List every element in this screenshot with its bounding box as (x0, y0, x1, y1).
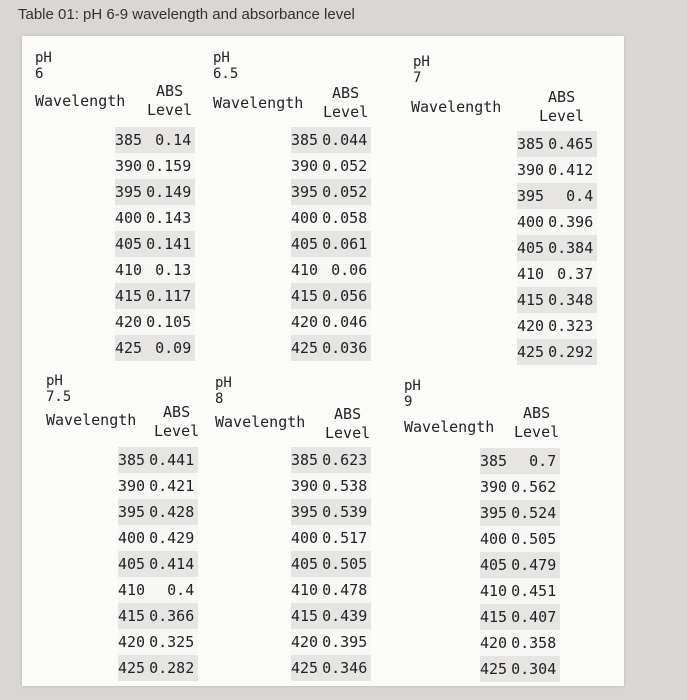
panel-label: pH 6.5 (213, 50, 239, 82)
data-table (480, 448, 560, 682)
wavelength-cell: 420 (115, 309, 146, 335)
abs-level-cell: 0.429 (149, 525, 198, 551)
abs-level-cell: 0.044 (322, 127, 371, 153)
wavelength-cell: 400 (517, 209, 548, 235)
table-title: Table 01: pH 6-9 wavelength and absorbance level (18, 6, 355, 23)
table-row (517, 183, 597, 209)
abs-level-cell: 0.13 (146, 257, 195, 283)
wavelength-cell: 385 (118, 447, 149, 473)
table-row (517, 157, 597, 183)
panel-label: pH 7 (413, 54, 430, 86)
table-row (480, 552, 560, 578)
abs-level-cell: 0.414 (149, 551, 198, 577)
wavelength-cell: 395 (291, 499, 322, 525)
wavelength-cell: 425 (480, 656, 511, 682)
abs-level-cell: 0.517 (322, 525, 371, 551)
table-row (291, 447, 371, 473)
abs-level-cell: 0.149 (146, 179, 195, 205)
wavelength-cell: 410 (480, 578, 511, 604)
abs-level-cell: 0.428 (149, 499, 198, 525)
abs-level-cell: 0.141 (146, 231, 195, 257)
table-row (115, 153, 195, 179)
table-row (115, 283, 195, 309)
table-row (291, 629, 371, 655)
table-row (118, 551, 198, 577)
abs-level-cell: 0.061 (322, 231, 371, 257)
table-row (118, 499, 198, 525)
wavelength-header: Wavelength (213, 94, 304, 112)
table-row (291, 499, 371, 525)
abs-level-cell: 0.304 (511, 656, 560, 682)
wavelength-cell: 425 (517, 339, 548, 365)
wavelength-cell: 400 (291, 205, 322, 231)
table-row (480, 448, 560, 474)
wavelength-cell: 400 (480, 526, 511, 552)
abs-level-header: ABS Level (325, 405, 371, 442)
table-row (517, 313, 597, 339)
data-table (291, 127, 371, 361)
wavelength-cell: 400 (118, 525, 149, 551)
wavelength-cell: 395 (115, 179, 146, 205)
table-row (480, 500, 560, 526)
abs-level-cell: 0.439 (322, 603, 371, 629)
abs-level-cell: 0.06 (322, 257, 371, 283)
abs-level-cell: 0.441 (149, 447, 198, 473)
table-row (517, 339, 597, 365)
table-row (118, 525, 198, 551)
abs-level-cell: 0.479 (511, 552, 560, 578)
panel-label: pH 8 (215, 375, 232, 407)
wavelength-cell: 390 (115, 153, 146, 179)
abs-level-cell: 0.623 (322, 447, 371, 473)
wavelength-cell: 385 (517, 131, 548, 157)
wavelength-cell: 425 (118, 655, 149, 681)
abs-level-cell: 0.7 (511, 448, 560, 474)
table-row (118, 629, 198, 655)
wavelength-cell: 420 (118, 629, 149, 655)
abs-level-header: ABS Level (154, 403, 200, 440)
abs-level-cell: 0.562 (511, 474, 560, 500)
wavelength-cell: 390 (517, 157, 548, 183)
wavelength-cell: 390 (291, 473, 322, 499)
abs-level-cell: 0.384 (548, 235, 597, 261)
wavelength-cell: 390 (480, 474, 511, 500)
abs-level-cell: 0.524 (511, 500, 560, 526)
wavelength-cell: 385 (480, 448, 511, 474)
table-row (291, 153, 371, 179)
table-row (291, 127, 371, 153)
wavelength-header: Wavelength (404, 418, 495, 436)
data-table (291, 447, 371, 681)
table-row (517, 235, 597, 261)
wavelength-cell: 395 (517, 183, 548, 209)
table-row (291, 473, 371, 499)
data-table (118, 447, 198, 681)
wavelength-cell: 425 (291, 655, 322, 681)
abs-level-cell: 0.412 (548, 157, 597, 183)
wavelength-cell: 420 (291, 309, 322, 335)
abs-level-cell: 0.325 (149, 629, 198, 655)
abs-level-cell: 0.117 (146, 283, 195, 309)
abs-level-header: ABS Level (514, 404, 560, 441)
wavelength-cell: 415 (480, 604, 511, 630)
wavelength-cell: 395 (118, 499, 149, 525)
table-row (291, 179, 371, 205)
wavelength-cell: 420 (480, 630, 511, 656)
wavelength-cell: 385 (291, 127, 322, 153)
table-row (291, 603, 371, 629)
wavelength-cell: 385 (291, 447, 322, 473)
wavelength-cell: 405 (480, 552, 511, 578)
abs-level-cell: 0.323 (548, 313, 597, 339)
wavelength-cell: 425 (291, 335, 322, 361)
table-row (115, 309, 195, 335)
wavelength-cell: 385 (115, 127, 146, 153)
abs-level-cell: 0.451 (511, 578, 560, 604)
abs-level-cell: 0.14 (146, 127, 195, 153)
wavelength-cell: 420 (291, 629, 322, 655)
wavelength-header: Wavelength (215, 413, 306, 431)
table-row (480, 656, 560, 682)
wavelength-cell: 415 (291, 603, 322, 629)
abs-level-cell: 0.143 (146, 205, 195, 231)
table-row (517, 209, 597, 235)
table-row (291, 309, 371, 335)
table-row (480, 526, 560, 552)
abs-level-cell: 0.159 (146, 153, 195, 179)
abs-level-cell: 0.348 (548, 287, 597, 313)
table-row (291, 231, 371, 257)
abs-level-cell: 0.421 (149, 473, 198, 499)
table-row (115, 335, 195, 361)
wavelength-cell: 415 (517, 287, 548, 313)
wavelength-cell: 405 (291, 551, 322, 577)
abs-level-cell: 0.478 (322, 577, 371, 603)
abs-level-cell: 0.366 (149, 603, 198, 629)
wavelength-header: Wavelength (46, 411, 137, 429)
table-row (115, 179, 195, 205)
abs-level-cell: 0.052 (322, 153, 371, 179)
table-row (291, 335, 371, 361)
wavelength-cell: 420 (517, 313, 548, 339)
table-row (115, 205, 195, 231)
wavelength-cell: 405 (118, 551, 149, 577)
wavelength-cell: 390 (118, 473, 149, 499)
abs-level-cell: 0.052 (322, 179, 371, 205)
abs-level-header: ABS Level (147, 82, 193, 119)
wavelength-cell: 410 (517, 261, 548, 287)
abs-level-cell: 0.058 (322, 205, 371, 231)
wavelength-cell: 415 (291, 283, 322, 309)
table-row (517, 131, 597, 157)
table-row (517, 261, 597, 287)
table-row (291, 655, 371, 681)
wavelength-cell: 415 (118, 603, 149, 629)
abs-level-cell: 0.292 (548, 339, 597, 365)
abs-level-cell: 0.538 (322, 473, 371, 499)
abs-level-cell: 0.358 (511, 630, 560, 656)
table-row (115, 231, 195, 257)
wavelength-header: Wavelength (35, 92, 126, 110)
abs-level-cell: 0.346 (322, 655, 371, 681)
wavelength-header: Wavelength (411, 98, 502, 116)
wavelength-cell: 390 (291, 153, 322, 179)
table-row (480, 474, 560, 500)
abs-level-cell: 0.396 (548, 209, 597, 235)
table-row (118, 577, 198, 603)
wavelength-cell: 425 (115, 335, 146, 361)
panel-label: pH 6 (35, 50, 52, 82)
table-row (480, 630, 560, 656)
table-row (118, 447, 198, 473)
abs-level-cell: 0.4 (548, 183, 597, 209)
panel-label: pH 7.5 (46, 373, 72, 405)
abs-level-cell: 0.036 (322, 335, 371, 361)
abs-level-cell: 0.37 (548, 261, 597, 287)
abs-level-cell: 0.09 (146, 335, 195, 361)
table-row (118, 473, 198, 499)
table-row (118, 655, 198, 681)
table-row (480, 578, 560, 604)
abs-level-cell: 0.465 (548, 131, 597, 157)
table-row (118, 603, 198, 629)
table-row (291, 551, 371, 577)
wavelength-cell: 405 (291, 231, 322, 257)
wavelength-cell: 410 (115, 257, 146, 283)
wavelength-cell: 395 (480, 500, 511, 526)
abs-level-cell: 0.105 (146, 309, 195, 335)
table-row (480, 604, 560, 630)
wavelength-cell: 400 (291, 525, 322, 551)
table-row (291, 283, 371, 309)
table-row (291, 205, 371, 231)
wavelength-cell: 395 (291, 179, 322, 205)
panel-label: pH 9 (404, 378, 421, 410)
abs-level-header: ABS Level (539, 88, 585, 125)
table-row (115, 127, 195, 153)
abs-level-cell: 0.056 (322, 283, 371, 309)
wavelength-cell: 410 (291, 257, 322, 283)
table-row (291, 525, 371, 551)
abs-level-cell: 0.505 (322, 551, 371, 577)
data-table (115, 127, 195, 361)
abs-level-cell: 0.407 (511, 604, 560, 630)
abs-level-cell: 0.395 (322, 629, 371, 655)
abs-level-header: ABS Level (323, 84, 369, 121)
wavelength-cell: 405 (517, 235, 548, 261)
abs-level-cell: 0.539 (322, 499, 371, 525)
wavelength-cell: 405 (115, 231, 146, 257)
table-row (517, 287, 597, 313)
wavelength-cell: 415 (115, 283, 146, 309)
wavelength-cell: 410 (118, 577, 149, 603)
table-row (291, 257, 371, 283)
abs-level-cell: 0.505 (511, 526, 560, 552)
wavelength-cell: 400 (115, 205, 146, 231)
table-row (291, 577, 371, 603)
table-row (115, 257, 195, 283)
abs-level-cell: 0.046 (322, 309, 371, 335)
abs-level-cell: 0.282 (149, 655, 198, 681)
wavelength-cell: 410 (291, 577, 322, 603)
abs-level-cell: 0.4 (149, 577, 198, 603)
data-table (517, 131, 597, 365)
